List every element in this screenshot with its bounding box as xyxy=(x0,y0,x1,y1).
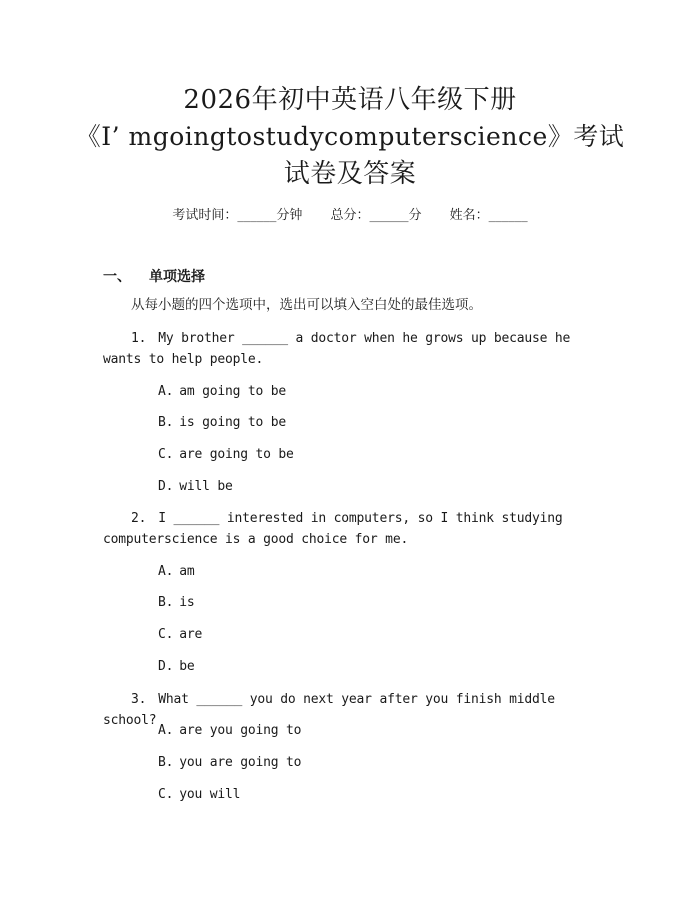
question-text: What ______ you do next year after you finish middle school? xyxy=(103,692,555,728)
option-3c xyxy=(158,786,240,804)
question-number: 2. xyxy=(131,511,147,526)
option-text: are going to be xyxy=(179,447,294,462)
option-letter: C. xyxy=(158,447,174,462)
question-text: I ______ interested in computers, so I think studying computerscience is a good choice for me. xyxy=(103,511,563,547)
option-text: you will xyxy=(179,787,241,802)
option-text: will be xyxy=(179,479,233,494)
option-2a xyxy=(158,563,195,581)
question-text: My brother ______ a doctor when he grows up because he wants to help people. xyxy=(103,331,571,367)
exam-score: 总分：______分 xyxy=(330,208,422,223)
question-number: 1. xyxy=(131,331,147,346)
exam-time: 考试时间：______分钟 xyxy=(172,208,303,223)
option-letter: C. xyxy=(158,787,174,802)
section-title: 单项选择 xyxy=(149,269,205,285)
exam-title-line-2: 《I’ mgoingtostudycomputerscience》考试 xyxy=(75,122,625,151)
exam-title-line-3: 试卷及答案 xyxy=(283,159,417,189)
exam-meta xyxy=(0,207,700,225)
option-letter: B. xyxy=(158,415,174,430)
option-letter: A. xyxy=(158,723,174,738)
option-letter: A. xyxy=(158,564,174,579)
student-name: 姓名：______ xyxy=(449,208,528,223)
option-text: am xyxy=(179,564,195,579)
option-text: you are going to xyxy=(179,755,302,770)
option-3a xyxy=(158,722,301,740)
option-text: am going to be xyxy=(179,384,287,399)
option-2b xyxy=(158,594,195,612)
option-1b xyxy=(158,414,286,432)
option-text: is xyxy=(179,595,195,610)
option-text: are xyxy=(179,627,203,642)
option-letter: B. xyxy=(158,595,174,610)
option-letter: D. xyxy=(158,479,174,494)
option-text: is going to be xyxy=(179,415,287,430)
option-letter: B. xyxy=(158,755,174,770)
option-text: are you going to xyxy=(179,723,302,738)
option-text: be xyxy=(179,659,195,674)
option-1a xyxy=(158,383,286,401)
option-2c xyxy=(158,626,202,644)
option-1c xyxy=(158,446,294,464)
option-2d xyxy=(158,658,195,676)
option-letter: C. xyxy=(158,627,174,642)
option-letter: D. xyxy=(158,659,174,674)
question-number: 3. xyxy=(131,692,147,707)
option-1d xyxy=(158,478,233,496)
option-letter: A. xyxy=(158,384,174,399)
section-number: 一、 xyxy=(103,269,131,285)
question-2 xyxy=(103,508,597,550)
section-heading xyxy=(103,266,205,286)
section-instruction: 从每小题的四个选项中，选出可以填入空白处的最佳选项。 xyxy=(131,297,482,313)
question-1 xyxy=(103,328,597,370)
exam-title-line-1: 2026年初中英语八年级下册 xyxy=(183,85,517,115)
option-3b xyxy=(158,754,301,772)
